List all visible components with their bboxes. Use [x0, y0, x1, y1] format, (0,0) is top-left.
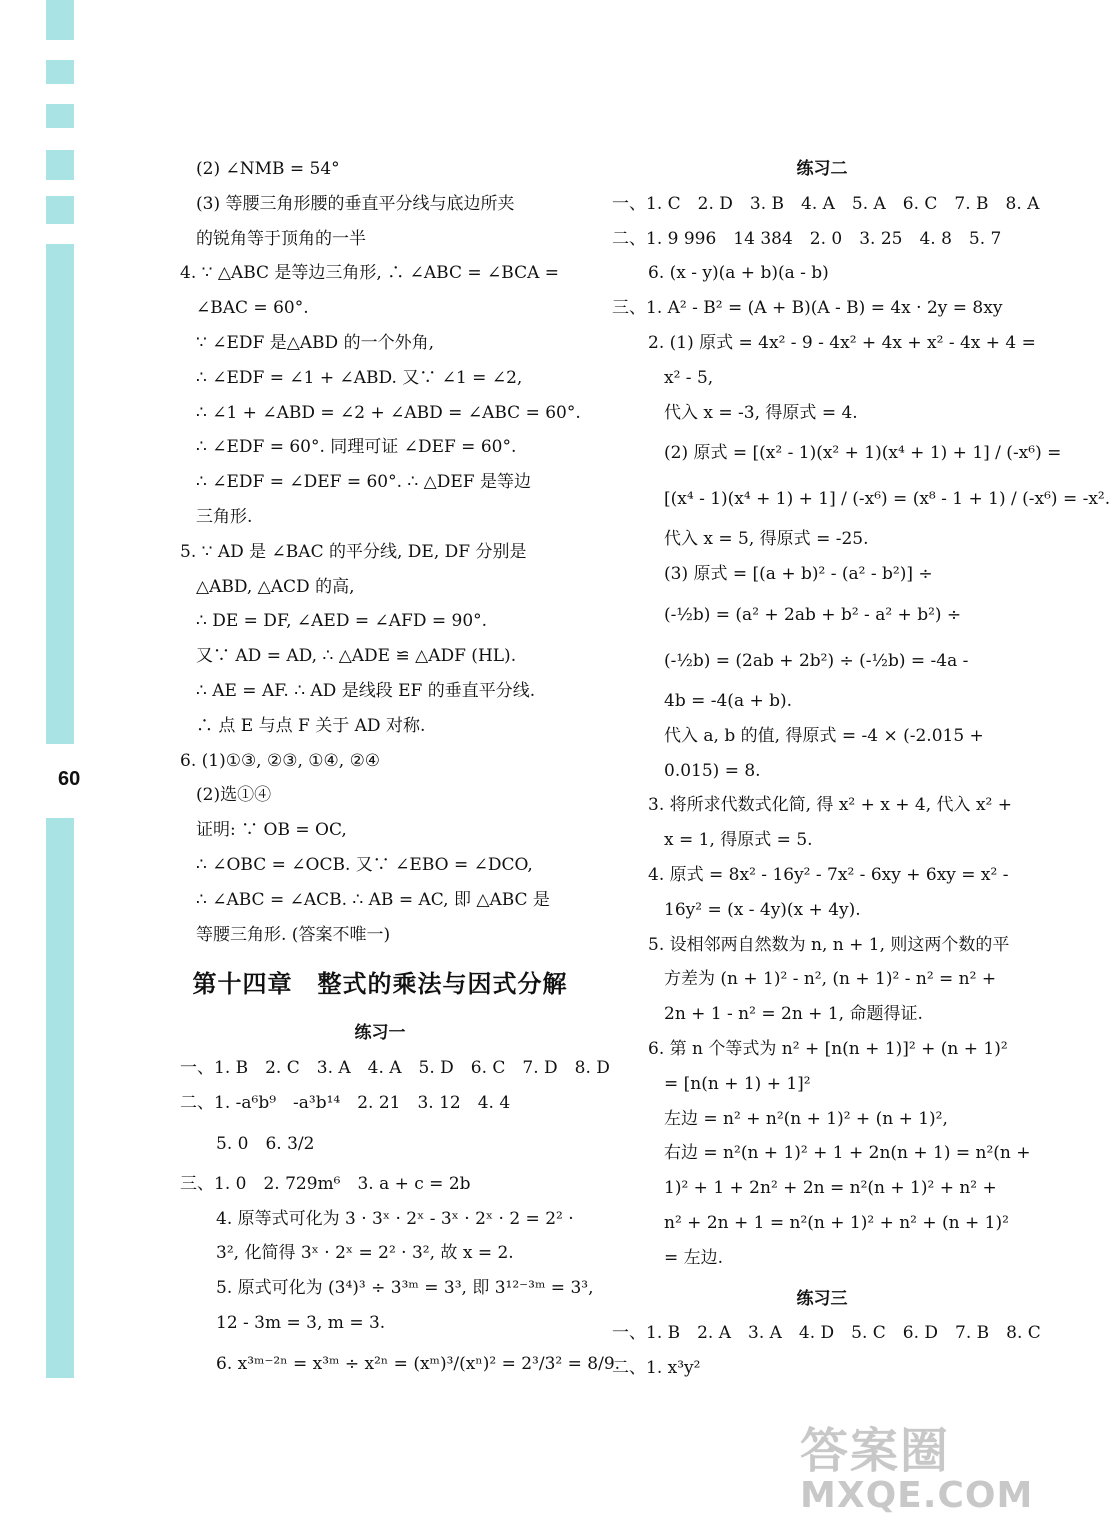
answer-line: ∴ ∠EDF = 60°. 同理可证 ∠DEF = 60°.	[196, 437, 517, 458]
side-decoration	[46, 0, 74, 40]
answer-line: [(x⁴ - 1)(x⁴ + 1) + 1] / (-x⁶) = (x⁸ - 1 + 1) / (-x⁶) = -x².	[664, 489, 1110, 510]
answer-line: x² - 5,	[664, 367, 714, 388]
answer-line: ∠BAC = 60°.	[196, 298, 309, 319]
answer-line: 方差为 (n + 1)² - n², (n + 1)² - n² = n² +	[664, 969, 997, 990]
answer-line: (2) 原式 = [(x² - 1)(x² + 1)(x⁴ + 1) + 1] / (-x⁶) =	[664, 443, 1062, 464]
answer-line: 0.015) = 8.	[664, 760, 761, 781]
answer-line: 2n + 1 - n² = 2n + 1, 命题得证.	[664, 1004, 923, 1025]
answer-line: ∴ DE = DF, ∠AED = ∠AFD = 90°.	[196, 611, 488, 632]
answer-line: ∴ AE = AF. ∴ AD 是线段 EF 的垂直平分线.	[196, 680, 536, 701]
watermark	[800, 1412, 1034, 1522]
answer-line: ∴ ∠EDF = ∠1 + ∠ABD. 又∵ ∠1 = ∠2,	[196, 367, 523, 388]
answer-line: 6. x³ᵐ⁻²ⁿ = x³ᵐ ÷ x²ⁿ = (xᵐ)³/(xⁿ)² = 2³/3² = 8/9.	[216, 1353, 621, 1374]
answer-line: 一、1. B 2. A 3. A 4. D 5. C 6. D 7. B 8. C	[612, 1323, 1041, 1344]
right-column	[612, 152, 1110, 1386]
answer-line: 1)² + 1 + 2n² + 2n = n²(n + 1)² + n² +	[664, 1178, 997, 1199]
section-title: 练习三	[796, 1288, 848, 1309]
answer-line: 一、1. B 2. C 3. A 4. A 5. D 6. C 7. D 8. D	[180, 1058, 610, 1079]
side-decoration	[46, 150, 74, 180]
answer-line: 等腰三角形. (答案不唯一)	[196, 924, 391, 945]
answer-line: 5. 0 6. 3/2	[216, 1133, 315, 1154]
side-decoration	[46, 104, 74, 128]
side-decoration	[46, 196, 74, 224]
watermark-logo-text: 答案圈	[800, 1423, 951, 1479]
answer-line: 6. (1)①③, ②③, ①④, ②④	[180, 750, 381, 771]
answer-line: 12 - 3m = 3, m = 3.	[216, 1312, 386, 1333]
answer-line: 三、1. A² - B² = (A + B)(A - B) = 4x · 2y = 8xy	[612, 298, 1003, 319]
answer-line: ∴ ∠ABC = ∠ACB. ∴ AB = AC, 即 △ABC 是	[196, 889, 550, 910]
side-decoration	[46, 244, 74, 744]
section-lines	[612, 187, 1110, 1276]
answer-line: 三、1. 0 2. 729m⁶ 3. a + c = 2b	[180, 1173, 471, 1194]
left-column	[180, 152, 621, 1387]
answer-line: (-½b) = (2ab + 2b²) ÷ (-½b) = -4a -	[664, 650, 969, 671]
answer-line: 代入 a, b 的值, 得原式 = -4 × (-2.015 +	[664, 725, 984, 746]
left-answer-lines	[180, 152, 580, 952]
answer-line: ∴ ∠EDF = ∠DEF = 60°. ∴ △DEF 是等边	[196, 472, 531, 493]
answer-line: 5. ∵ AD 是 ∠BAC 的平分线, DE, DF 分别是	[180, 541, 527, 562]
section-title: 练习一	[354, 1023, 406, 1044]
answer-line: 二、1. -a⁶b⁹ -a³b¹⁴ 2. 21 3. 12 4. 4	[180, 1092, 511, 1113]
chapter-title: 第十四章 整式的乘法与因式分解	[192, 969, 568, 999]
answer-line: 5. 原式可化为 (3⁴)³ ÷ 3³ᵐ = 3³, 即 3¹²⁻³ᵐ = 3³,	[216, 1278, 594, 1299]
answer-line: 右边 = n²(n + 1)² + 1 + 2n(n + 1) = n²(n +	[664, 1143, 1031, 1164]
answer-line: 三角形.	[196, 506, 253, 527]
answer-line: (2)选①④	[196, 785, 272, 806]
answer-line: 代入 x = -3, 得原式 = 4.	[664, 402, 858, 423]
answer-line: (-½b) = (a² + 2ab + b² - a² + b²) ÷	[664, 604, 962, 625]
side-decoration	[46, 818, 74, 1378]
answer-line: = 左边.	[664, 1247, 724, 1268]
answer-line: 6. 第 n 个等式为 n² + [n(n + 1)]² + (n + 1)²	[648, 1038, 1008, 1059]
answer-line: (3) 原式 = [(a + b)² - (a² - b²)] ÷	[664, 564, 933, 585]
answer-line: 4b = -4(a + b).	[664, 690, 793, 711]
section-lines	[180, 1051, 621, 1387]
answer-line: ∴ 点 E 与点 F 关于 AD 对称.	[196, 715, 426, 736]
answer-line: 3², 化简得 3ˣ · 2ˣ = 2² · 3², 故 x = 2.	[216, 1243, 514, 1264]
answer-line: 代入 x = 5, 得原式 = -25.	[664, 529, 869, 550]
answer-line: (3) 等腰三角形腰的垂直平分线与底边所夹	[196, 193, 515, 214]
answer-line: 4. 原等式可化为 3 · 3ˣ · 2ˣ - 3ˣ · 2ˣ · 2 = 2² ·	[216, 1208, 574, 1229]
answer-line: 左边 = n² + n²(n + 1)² + (n + 1)²,	[664, 1108, 948, 1129]
answer-line: ∴ ∠1 + ∠ABD = ∠2 + ∠ABD = ∠ABC = 60°.	[196, 402, 581, 423]
page-number: 60	[58, 768, 81, 790]
section-title: 练习二	[796, 159, 848, 179]
answer-line: 16y² = (x - 4y)(x + 4y).	[664, 899, 861, 920]
watermark-url-text: MXQE.COM	[800, 1475, 1034, 1516]
answer-line: 3. 将所求代数式化简, 得 x² + x + 4, 代入 x² +	[648, 795, 1013, 816]
section-lines	[612, 1316, 1041, 1386]
answer-line: ∴ ∠OBC = ∠OCB. 又∵ ∠EBO = ∠DCO,	[196, 854, 533, 875]
answer-line: 6. (x - y)(a + b)(a - b)	[648, 263, 829, 284]
answer-line: 5. 设相邻两自然数为 n, n + 1, 则这两个数的平	[648, 934, 1010, 955]
answer-line: 证明: ∵ OB = OC,	[196, 820, 347, 841]
answer-line: 4. 原式 = 8x² - 16y² - 7x² - 6xy + 6xy = x² -	[648, 864, 1009, 885]
answer-line: △ABD, △ACD 的高,	[196, 576, 355, 597]
answer-line: n² + 2n + 1 = n²(n + 1)² + n² + (n + 1)²	[664, 1212, 1009, 1233]
answer-line: 二、1. x³y²	[612, 1358, 701, 1379]
answer-line: 2. (1) 原式 = 4x² - 9 - 4x² + 4x + x² - 4x + 4 =	[648, 332, 1036, 353]
answer-line: 的锐角等于顶角的一半	[196, 228, 366, 249]
side-decoration	[46, 60, 74, 84]
answer-line: 二、1. 9 996 14 384 2. 0 3. 25 4. 8 5. 7	[612, 228, 1002, 249]
answer-line: x = 1, 得原式 = 5.	[664, 830, 813, 851]
answer-line: = [n(n + 1) + 1]²	[664, 1073, 811, 1094]
answer-line: 又∵ AD = AD, ∴ △ADE ≌ △ADF (HL).	[196, 646, 517, 667]
answer-line: (2) ∠NMB = 54°	[196, 159, 340, 179]
answer-line: ∵ ∠EDF 是△ABD 的一个外角,	[196, 332, 434, 353]
answer-line: 4. ∵ △ABC 是等边三角形, ∴ ∠ABC = ∠BCA =	[180, 263, 559, 284]
answer-line: 一、1. C 2. D 3. B 4. A 5. A 6. C 7. B 8. A	[612, 193, 1040, 214]
